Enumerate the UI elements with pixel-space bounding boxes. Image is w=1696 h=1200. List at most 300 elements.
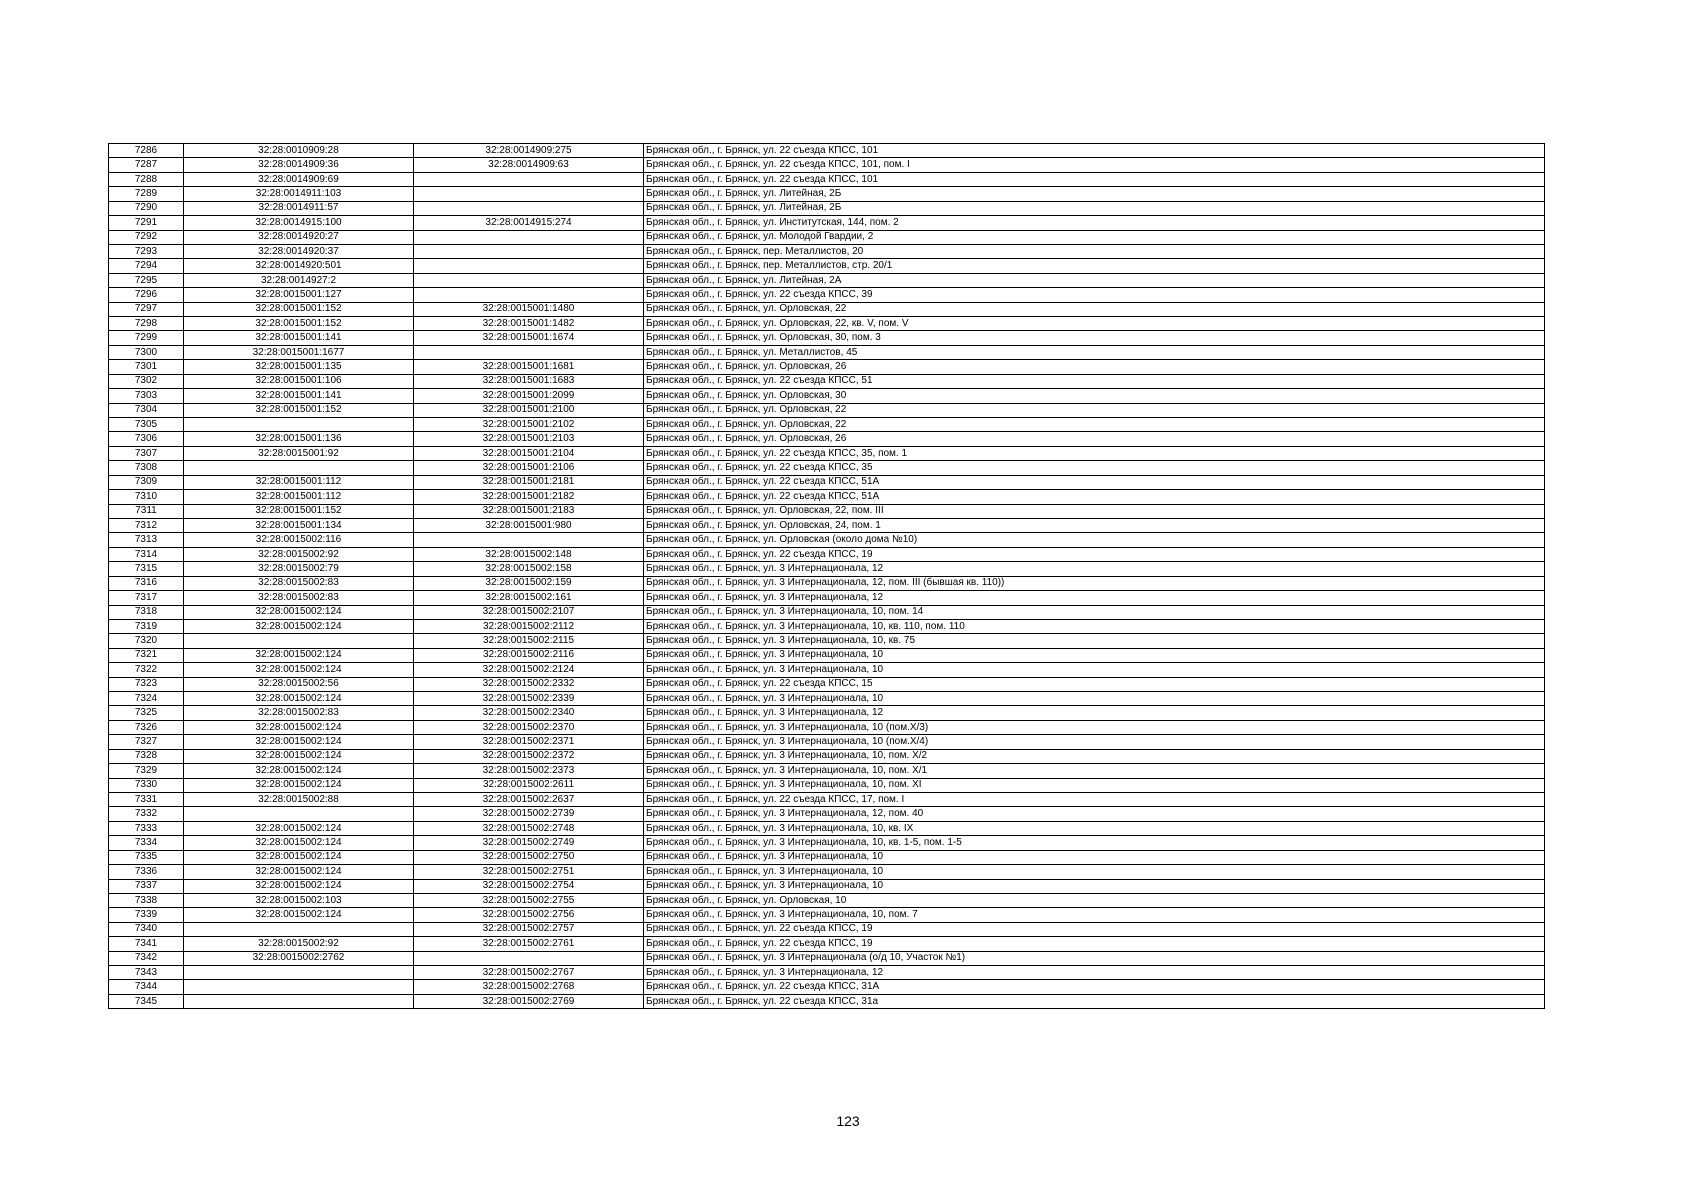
cadastral-number-cell: 32:28:0015001:152 — [184, 403, 414, 417]
table-row — [109, 504, 1545, 518]
address-cell: Брянская обл., г. Брянск, ул. 22 съезда КПСС, 15 — [644, 677, 1545, 691]
row-number-cell: 7296 — [109, 288, 184, 302]
table-row — [109, 778, 1545, 792]
cadastral-number-cell — [184, 966, 414, 980]
address-cell: Брянская обл., г. Брянск, ул. 22 съезда КПСС, 51А — [644, 475, 1545, 489]
row-number-cell: 7316 — [109, 576, 184, 590]
row-number-cell: 7333 — [109, 821, 184, 835]
cadastral-number-cell: 32:28:0015001:141 — [184, 389, 414, 403]
cadastral-number-cell: 32:28:0015002:124 — [184, 850, 414, 864]
cadastral-number-cell: 32:28:0015001:152 — [184, 302, 414, 316]
table-row — [109, 879, 1545, 893]
address-cell: Брянская обл., г. Брянск, ул. 3 Интернационала, 10 — [644, 663, 1545, 677]
cadastral-number-cell: 32:28:0014911:57 — [184, 201, 414, 215]
cadastral-number-cell: 32:28:0015002:124 — [184, 879, 414, 893]
table-row — [109, 749, 1545, 763]
table-row — [109, 461, 1545, 475]
table-row — [109, 158, 1545, 172]
address-cell: Брянская обл., г. Брянск, ул. 3 Интернационала, 12 — [644, 966, 1545, 980]
table-row — [109, 807, 1545, 821]
cadastral-number-cell: 32:28:0015001:134 — [184, 518, 414, 532]
row-number-cell: 7327 — [109, 735, 184, 749]
address-cell: Брянская обл., г. Брянск, ул. 22 съезда КПСС, 31а — [644, 994, 1545, 1008]
address-cell: Брянская обл., г. Брянск, ул. 3 Интернационала, 10, пом. XI — [644, 778, 1545, 792]
address-cell: Брянская обл., г. Брянск, ул. 3 Интернационала (о/д 10, Участок №1) — [644, 951, 1545, 965]
cadastral-number-cell: 32:28:0015002:2762 — [184, 951, 414, 965]
table-row — [109, 360, 1545, 374]
table-row — [109, 951, 1545, 965]
object-cadastral-number-cell: 32:28:0015002:2371 — [414, 735, 644, 749]
table-row — [109, 706, 1545, 720]
object-cadastral-number-cell: 32:28:0015002:2761 — [414, 937, 644, 951]
address-cell: Брянская обл., г. Брянск, ул. 22 съезда КПСС, 19 — [644, 547, 1545, 561]
object-cadastral-number-cell: 32:28:0015001:2183 — [414, 504, 644, 518]
address-cell: Брянская обл., г. Брянск, ул. 22 съезда КПСС, 17, пом. I — [644, 792, 1545, 806]
address-cell: Брянская обл., г. Брянск, ул. Литейная, 2Б — [644, 187, 1545, 201]
row-number-cell: 7324 — [109, 692, 184, 706]
table-row — [109, 446, 1545, 460]
cadastral-number-cell: 32:28:0015001:92 — [184, 446, 414, 460]
cadastral-number-cell: 32:28:0015002:88 — [184, 792, 414, 806]
table-row — [109, 720, 1545, 734]
row-number-cell: 7288 — [109, 172, 184, 186]
object-cadastral-number-cell: 32:28:0015002:2748 — [414, 821, 644, 835]
row-number-cell: 7295 — [109, 273, 184, 287]
cadastral-number-cell: 32:28:0015002:124 — [184, 605, 414, 619]
address-cell: Брянская обл., г. Брянск, ул. 3 Интернационала, 12 — [644, 706, 1545, 720]
registry-table — [108, 143, 1545, 1009]
address-cell: Брянская обл., г. Брянск, ул. 3 Интернационала, 12 — [644, 591, 1545, 605]
row-number-cell: 7287 — [109, 158, 184, 172]
address-cell: Брянская обл., г. Брянск, ул. 3 Интернационала, 10, кв. 1-5, пом. 1-5 — [644, 836, 1545, 850]
row-number-cell: 7293 — [109, 244, 184, 258]
row-number-cell: 7321 — [109, 648, 184, 662]
object-cadastral-number-cell: 32:28:0015002:2332 — [414, 677, 644, 691]
address-cell: Брянская обл., г. Брянск, ул. 22 съезда КПСС, 101 — [644, 172, 1545, 186]
object-cadastral-number-cell: 32:28:0014915:274 — [414, 216, 644, 230]
row-number-cell: 7310 — [109, 490, 184, 504]
cadastral-number-cell: 32:28:0014920:37 — [184, 244, 414, 258]
row-number-cell: 7342 — [109, 951, 184, 965]
address-cell: Брянская обл., г. Брянск, ул. 22 съезда КПСС, 19 — [644, 937, 1545, 951]
address-cell: Брянская обл., г. Брянск, ул. 3 Интернационала, 10, пом. 7 — [644, 908, 1545, 922]
table-row — [109, 216, 1545, 230]
cadastral-number-cell — [184, 461, 414, 475]
cadastral-number-cell: 32:28:0015002:124 — [184, 735, 414, 749]
cadastral-number-cell: 32:28:0015002:83 — [184, 576, 414, 590]
row-number-cell: 7332 — [109, 807, 184, 821]
row-number-cell: 7307 — [109, 446, 184, 460]
object-cadastral-number-cell: 32:28:0015002:2769 — [414, 994, 644, 1008]
cadastral-number-cell: 32:28:0015002:124 — [184, 821, 414, 835]
cadastral-number-cell: 32:28:0015001:136 — [184, 432, 414, 446]
address-cell: Брянская обл., г. Брянск, ул. 3 Интернационала, 10, кв. 75 — [644, 634, 1545, 648]
table-row — [109, 908, 1545, 922]
object-cadastral-number-cell — [414, 951, 644, 965]
row-number-cell: 7309 — [109, 475, 184, 489]
object-cadastral-number-cell: 32:28:0015002:2112 — [414, 619, 644, 633]
row-number-cell: 7286 — [109, 144, 184, 158]
address-cell: Брянская обл., г. Брянск, ул. Литейная, 2Б — [644, 201, 1545, 215]
row-number-cell: 7312 — [109, 518, 184, 532]
row-number-cell: 7313 — [109, 533, 184, 547]
row-number-cell: 7320 — [109, 634, 184, 648]
row-number-cell: 7336 — [109, 865, 184, 879]
object-cadastral-number-cell: 32:28:0014909:275 — [414, 144, 644, 158]
cadastral-number-cell: 32:28:0014909:36 — [184, 158, 414, 172]
object-cadastral-number-cell: 32:28:0015002:2124 — [414, 663, 644, 677]
table-row — [109, 475, 1545, 489]
object-cadastral-number-cell: 32:28:0015002:158 — [414, 562, 644, 576]
table-row — [109, 663, 1545, 677]
object-cadastral-number-cell: 32:28:0015002:2340 — [414, 706, 644, 720]
row-number-cell: 7330 — [109, 778, 184, 792]
cadastral-number-cell: 32:28:0015002:124 — [184, 865, 414, 879]
row-number-cell: 7325 — [109, 706, 184, 720]
object-cadastral-number-cell — [414, 533, 644, 547]
row-number-cell: 7298 — [109, 317, 184, 331]
table-row — [109, 418, 1545, 432]
address-cell: Брянская обл., г. Брянск, ул. Орловская, 22, пом. III — [644, 504, 1545, 518]
object-cadastral-number-cell: 32:28:0015001:1480 — [414, 302, 644, 316]
table-row — [109, 792, 1545, 806]
object-cadastral-number-cell: 32:28:0015002:2115 — [414, 634, 644, 648]
object-cadastral-number-cell: 32:28:0015002:2116 — [414, 648, 644, 662]
row-number-cell: 7300 — [109, 345, 184, 359]
table-row — [109, 273, 1545, 287]
table-row — [109, 172, 1545, 186]
object-cadastral-number-cell — [414, 244, 644, 258]
row-number-cell: 7304 — [109, 403, 184, 417]
object-cadastral-number-cell: 32:28:0015002:159 — [414, 576, 644, 590]
cadastral-number-cell: 32:28:0015002:124 — [184, 692, 414, 706]
cadastral-number-cell: 32:28:0015001:127 — [184, 288, 414, 302]
row-number-cell: 7317 — [109, 591, 184, 605]
cadastral-number-cell: 32:28:0015001:1677 — [184, 345, 414, 359]
table-row — [109, 619, 1545, 633]
cadastral-number-cell: 32:28:0015001:112 — [184, 490, 414, 504]
row-number-cell: 7301 — [109, 360, 184, 374]
object-cadastral-number-cell — [414, 273, 644, 287]
object-cadastral-number-cell: 32:28:0015001:2182 — [414, 490, 644, 504]
object-cadastral-number-cell: 32:28:0015001:2104 — [414, 446, 644, 460]
table-row — [109, 345, 1545, 359]
table-row — [109, 562, 1545, 576]
address-cell: Брянская обл., г. Брянск, ул. Орловская, 22 — [644, 418, 1545, 432]
row-number-cell: 7289 — [109, 187, 184, 201]
table-row — [109, 331, 1545, 345]
row-number-cell: 7314 — [109, 547, 184, 561]
row-number-cell: 7311 — [109, 504, 184, 518]
object-cadastral-number-cell: 32:28:0015002:2768 — [414, 980, 644, 994]
object-cadastral-number-cell: 32:28:0015002:2767 — [414, 966, 644, 980]
cadastral-number-cell: 32:28:0014915:100 — [184, 216, 414, 230]
cadastral-number-cell: 32:28:0015002:124 — [184, 663, 414, 677]
cadastral-number-cell: 32:28:0015002:124 — [184, 648, 414, 662]
row-number-cell: 7340 — [109, 922, 184, 936]
address-cell: Брянская обл., г. Брянск, ул. Орловская, 24, пом. 1 — [644, 518, 1545, 532]
table-row — [109, 144, 1545, 158]
object-cadastral-number-cell: 32:28:0014909:63 — [414, 158, 644, 172]
row-number-cell: 7344 — [109, 980, 184, 994]
object-cadastral-number-cell: 32:28:0015002:2751 — [414, 865, 644, 879]
address-cell: Брянская обл., г. Брянск, ул. 3 Интернационала, 10, кв. IX — [644, 821, 1545, 835]
object-cadastral-number-cell: 32:28:0015001:1482 — [414, 317, 644, 331]
page-number: 123 — [836, 1113, 860, 1129]
object-cadastral-number-cell: 32:28:0015002:2611 — [414, 778, 644, 792]
row-number-cell: 7318 — [109, 605, 184, 619]
address-cell: Брянская обл., г. Брянск, пер. Металлистов, 20 — [644, 244, 1545, 258]
row-number-cell: 7326 — [109, 720, 184, 734]
table-row — [109, 893, 1545, 907]
address-cell: Брянская обл., г. Брянск, ул. 3 Интернационала, 10, пом. X/1 — [644, 764, 1545, 778]
row-number-cell: 7315 — [109, 562, 184, 576]
table-row — [109, 432, 1545, 446]
cadastral-number-cell: 32:28:0015002:83 — [184, 591, 414, 605]
row-number-cell: 7345 — [109, 994, 184, 1008]
object-cadastral-number-cell — [414, 230, 644, 244]
address-cell: Брянская обл., г. Брянск, ул. 22 съезда КПСС, 35, пом. 1 — [644, 446, 1545, 460]
table-row — [109, 648, 1545, 662]
address-cell: Брянская обл., г. Брянск, ул. 3 Интернационала, 12, пом. III (бывшая кв. 110)) — [644, 576, 1545, 590]
address-cell: Брянская обл., г. Брянск, ул. 22 съезда КПСС, 51А — [644, 490, 1545, 504]
address-cell: Брянская обл., г. Брянск, ул. 22 съезда КПСС, 31А — [644, 980, 1545, 994]
cadastral-number-cell: 32:28:0010909:28 — [184, 144, 414, 158]
address-cell: Брянская обл., г. Брянск, ул. Институтская, 144, пом. 2 — [644, 216, 1545, 230]
row-number-cell: 7297 — [109, 302, 184, 316]
table-row — [109, 764, 1545, 778]
object-cadastral-number-cell: 32:28:0015001:2106 — [414, 461, 644, 475]
row-number-cell: 7302 — [109, 374, 184, 388]
object-cadastral-number-cell: 32:28:0015002:2107 — [414, 605, 644, 619]
object-cadastral-number-cell: 32:28:0015002:2339 — [414, 692, 644, 706]
row-number-cell: 7334 — [109, 836, 184, 850]
object-cadastral-number-cell: 32:28:0015002:2370 — [414, 720, 644, 734]
table-row — [109, 634, 1545, 648]
address-cell: Брянская обл., г. Брянск, ул. Орловская, 26 — [644, 360, 1545, 374]
object-cadastral-number-cell — [414, 187, 644, 201]
cadastral-number-cell: 32:28:0015001:152 — [184, 317, 414, 331]
cadastral-number-cell — [184, 980, 414, 994]
object-cadastral-number-cell: 32:28:0015002:2757 — [414, 922, 644, 936]
object-cadastral-number-cell: 32:28:0015001:2102 — [414, 418, 644, 432]
cadastral-number-cell: 32:28:0015002:56 — [184, 677, 414, 691]
address-cell: Брянская обл., г. Брянск, ул. 3 Интернационала, 10 (пом.X/3) — [644, 720, 1545, 734]
cadastral-number-cell: 32:28:0015001:152 — [184, 504, 414, 518]
object-cadastral-number-cell — [414, 345, 644, 359]
object-cadastral-number-cell: 32:28:0015002:2739 — [414, 807, 644, 821]
cadastral-number-cell: 32:28:0015002:124 — [184, 764, 414, 778]
address-cell: Брянская обл., г. Брянск, ул. 3 Интернационала, 10, кв. 110, пом. 110 — [644, 619, 1545, 633]
object-cadastral-number-cell: 32:28:0015002:148 — [414, 547, 644, 561]
object-cadastral-number-cell: 32:28:0015001:1681 — [414, 360, 644, 374]
table-row — [109, 389, 1545, 403]
cadastral-number-cell: 32:28:0015002:124 — [184, 619, 414, 633]
address-cell: Брянская обл., г. Брянск, ул. 3 Интернационала, 10 — [644, 865, 1545, 879]
cadastral-number-cell: 32:28:0015002:124 — [184, 720, 414, 734]
row-number-cell: 7303 — [109, 389, 184, 403]
object-cadastral-number-cell — [414, 201, 644, 215]
cadastral-number-cell: 32:28:0015002:83 — [184, 706, 414, 720]
table-row — [109, 187, 1545, 201]
object-cadastral-number-cell: 32:28:0015002:2756 — [414, 908, 644, 922]
row-number-cell: 7294 — [109, 259, 184, 273]
row-number-cell: 7337 — [109, 879, 184, 893]
object-cadastral-number-cell — [414, 259, 644, 273]
object-cadastral-number-cell: 32:28:0015002:2749 — [414, 836, 644, 850]
table-row — [109, 836, 1545, 850]
table-row — [109, 692, 1545, 706]
object-cadastral-number-cell: 32:28:0015001:980 — [414, 518, 644, 532]
address-cell: Брянская обл., г. Брянск, ул. Орловская (около дома №10) — [644, 533, 1545, 547]
cadastral-number-cell: 32:28:0015002:79 — [184, 562, 414, 576]
table-row — [109, 288, 1545, 302]
object-cadastral-number-cell: 32:28:0015002:2755 — [414, 893, 644, 907]
table-row — [109, 490, 1545, 504]
table-row — [109, 302, 1545, 316]
cadastral-number-cell: 32:28:0015002:92 — [184, 547, 414, 561]
table-row — [109, 922, 1545, 936]
address-cell: Брянская обл., г. Брянск, ул. Орловская, 22 — [644, 403, 1545, 417]
cadastral-number-cell: 32:28:0014909:69 — [184, 172, 414, 186]
table-row — [109, 518, 1545, 532]
table-row — [109, 374, 1545, 388]
table-row — [109, 821, 1545, 835]
cadastral-number-cell: 32:28:0015001:141 — [184, 331, 414, 345]
table-row — [109, 735, 1545, 749]
table-row — [109, 201, 1545, 215]
object-cadastral-number-cell: 32:28:0015001:2181 — [414, 475, 644, 489]
row-number-cell: 7322 — [109, 663, 184, 677]
address-cell: Брянская обл., г. Брянск, ул. 3 Интернационала, 10 — [644, 850, 1545, 864]
table-row — [109, 403, 1545, 417]
row-number-cell: 7329 — [109, 764, 184, 778]
address-cell: Брянская обл., г. Брянск, ул. 3 Интернационала, 10 — [644, 879, 1545, 893]
row-number-cell: 7305 — [109, 418, 184, 432]
row-number-cell: 7290 — [109, 201, 184, 215]
address-cell: Брянская обл., г. Брянск, ул. 3 Интернационала, 10, пом. X/2 — [644, 749, 1545, 763]
table-row — [109, 576, 1545, 590]
address-cell: Брянская обл., г. Брянск, ул. Орловская, 30 — [644, 389, 1545, 403]
cadastral-number-cell — [184, 922, 414, 936]
cadastral-number-cell: 32:28:0015002:116 — [184, 533, 414, 547]
cadastral-number-cell: 32:28:0015001:135 — [184, 360, 414, 374]
cadastral-number-cell — [184, 634, 414, 648]
object-cadastral-number-cell: 32:28:0015001:1674 — [414, 331, 644, 345]
cadastral-number-cell — [184, 418, 414, 432]
cadastral-number-cell: 32:28:0015002:124 — [184, 778, 414, 792]
table-row — [109, 230, 1545, 244]
table-row — [109, 850, 1545, 864]
object-cadastral-number-cell: 32:28:0015002:2750 — [414, 850, 644, 864]
cadastral-number-cell: 32:28:0014911:103 — [184, 187, 414, 201]
table-row — [109, 865, 1545, 879]
row-number-cell: 7328 — [109, 749, 184, 763]
table-row — [109, 244, 1545, 258]
row-number-cell: 7338 — [109, 893, 184, 907]
table-row — [109, 591, 1545, 605]
address-cell: Брянская обл., г. Брянск, ул. 22 съезда КПСС, 101, пом. I — [644, 158, 1545, 172]
address-cell: Брянская обл., г. Брянск, ул. 3 Интернационала, 12, пом. 40 — [644, 807, 1545, 821]
object-cadastral-number-cell: 32:28:0015002:2373 — [414, 764, 644, 778]
cadastral-number-cell: 32:28:0015001:106 — [184, 374, 414, 388]
object-cadastral-number-cell: 32:28:0015001:2099 — [414, 389, 644, 403]
table-row — [109, 937, 1545, 951]
address-cell: Брянская обл., г. Брянск, ул. 3 Интернационала, 10, пом. 14 — [644, 605, 1545, 619]
row-number-cell: 7331 — [109, 792, 184, 806]
object-cadastral-number-cell: 32:28:0015001:2100 — [414, 403, 644, 417]
row-number-cell: 7291 — [109, 216, 184, 230]
table-row — [109, 547, 1545, 561]
row-number-cell: 7306 — [109, 432, 184, 446]
address-cell: Брянская обл., г. Брянск, ул. Орловская, 22 — [644, 302, 1545, 316]
cadastral-number-cell: 32:28:0015002:124 — [184, 908, 414, 922]
cadastral-number-cell: 32:28:0014920:27 — [184, 230, 414, 244]
row-number-cell: 7341 — [109, 937, 184, 951]
address-cell: Брянская обл., г. Брянск, ул. 3 Интернационала, 12 — [644, 562, 1545, 576]
address-cell: Брянская обл., г. Брянск, ул. 22 съезда КПСС, 35 — [644, 461, 1545, 475]
address-cell: Брянская обл., г. Брянск, ул. 22 съезда КПСС, 19 — [644, 922, 1545, 936]
table-row — [109, 317, 1545, 331]
cadastral-number-cell — [184, 994, 414, 1008]
address-cell: Брянская обл., г. Брянск, ул. 3 Интернационала, 10 (пом.X/4) — [644, 735, 1545, 749]
row-number-cell: 7308 — [109, 461, 184, 475]
object-cadastral-number-cell: 32:28:0015002:2637 — [414, 792, 644, 806]
object-cadastral-number-cell: 32:28:0015002:2754 — [414, 879, 644, 893]
address-cell: Брянская обл., г. Брянск, ул. 22 съезда КПСС, 51 — [644, 374, 1545, 388]
cadastral-number-cell: 32:28:0015002:124 — [184, 749, 414, 763]
table-row — [109, 259, 1545, 273]
row-number-cell: 7335 — [109, 850, 184, 864]
address-cell: Брянская обл., г. Брянск, ул. Литейная, 2А — [644, 273, 1545, 287]
address-cell: Брянская обл., г. Брянск, ул. 22 съезда КПСС, 39 — [644, 288, 1545, 302]
row-number-cell: 7343 — [109, 966, 184, 980]
table-row — [109, 994, 1545, 1008]
row-number-cell: 7323 — [109, 677, 184, 691]
cadastral-number-cell: 32:28:0015002:103 — [184, 893, 414, 907]
address-cell: Брянская обл., г. Брянск, ул. Орловская, 30, пом. 3 — [644, 331, 1545, 345]
object-cadastral-number-cell: 32:28:0015002:161 — [414, 591, 644, 605]
cadastral-number-cell: 32:28:0015001:112 — [184, 475, 414, 489]
table-row — [109, 980, 1545, 994]
table-row — [109, 605, 1545, 619]
address-cell: Брянская обл., г. Брянск, ул. Орловская, 10 — [644, 893, 1545, 907]
address-cell: Брянская обл., г. Брянск, ул. 3 Интернационала, 10 — [644, 648, 1545, 662]
row-number-cell: 7319 — [109, 619, 184, 633]
cadastral-number-cell: 32:28:0014927:2 — [184, 273, 414, 287]
row-number-cell: 7339 — [109, 908, 184, 922]
object-cadastral-number-cell: 32:28:0015001:1683 — [414, 374, 644, 388]
object-cadastral-number-cell: 32:28:0015002:2372 — [414, 749, 644, 763]
table-row — [109, 966, 1545, 980]
object-cadastral-number-cell — [414, 172, 644, 186]
address-cell: Брянская обл., г. Брянск, ул. Орловская, 22, кв. V, пом. V — [644, 317, 1545, 331]
table-row — [109, 533, 1545, 547]
row-number-cell: 7292 — [109, 230, 184, 244]
object-cadastral-number-cell: 32:28:0015001:2103 — [414, 432, 644, 446]
address-cell: Брянская обл., г. Брянск, ул. 3 Интернационала, 10 — [644, 692, 1545, 706]
address-cell: Брянская обл., г. Брянск, ул. 22 съезда КПСС, 101 — [644, 144, 1545, 158]
address-cell: Брянская обл., г. Брянск, ул. Молодой Гвардии, 2 — [644, 230, 1545, 244]
address-cell: Брянская обл., г. Брянск, ул. Металлистов, 45 — [644, 345, 1545, 359]
table-row — [109, 677, 1545, 691]
cadastral-number-cell — [184, 807, 414, 821]
cadastral-number-cell: 32:28:0015002:124 — [184, 836, 414, 850]
address-cell: Брянская обл., г. Брянск, пер. Металлистов, стр. 20/1 — [644, 259, 1545, 273]
address-cell: Брянская обл., г. Брянск, ул. Орловская, 26 — [644, 432, 1545, 446]
object-cadastral-number-cell — [414, 288, 644, 302]
cadastral-number-cell: 32:28:0014920:501 — [184, 259, 414, 273]
